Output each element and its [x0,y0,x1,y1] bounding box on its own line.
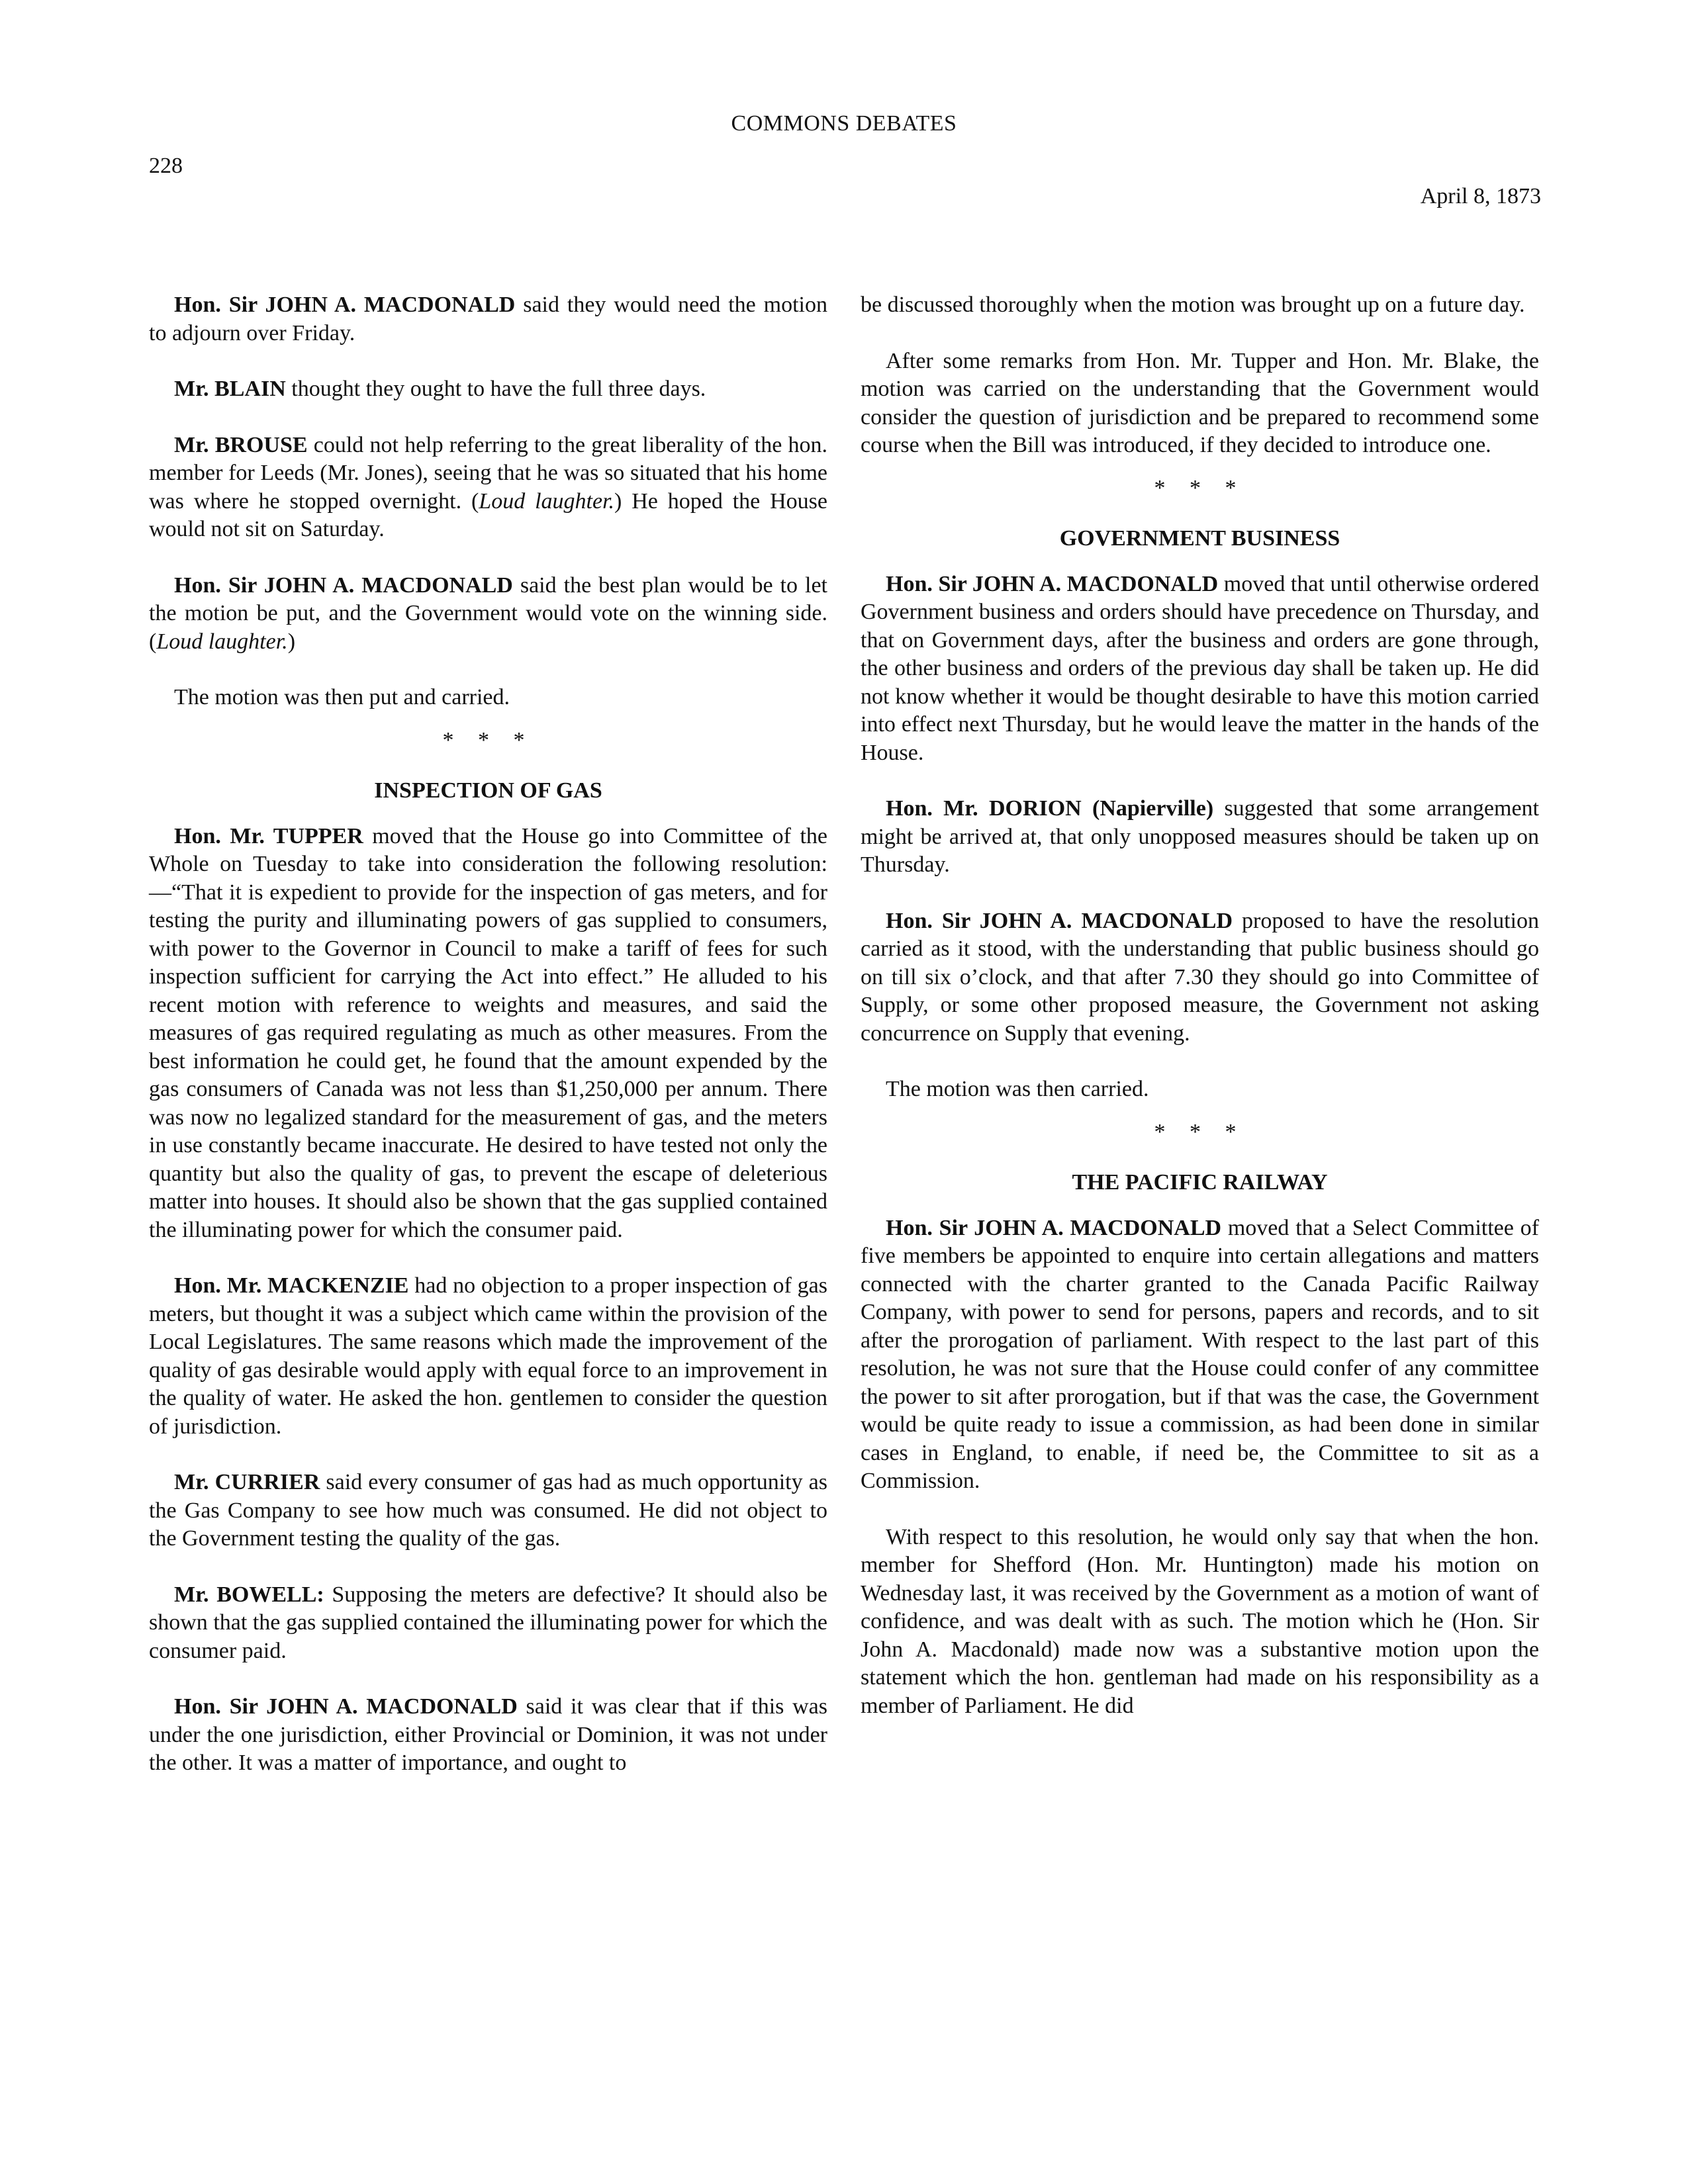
section-separator: * * * [442,727,534,752]
paragraph [149,1693,827,1778]
paragraph [861,291,1539,320]
paragraph [861,795,1539,880]
speech-text: be discussed thoroughly when the motion was brought up on a future day. [861,293,1525,317]
speech-text: moved that until otherwise ordered Government business and orders should have precedence on Thursday, and that on Government days, after the business and orders are gone through, the other business and orders of the previous day shall be taken up. He did not know whether it would be thought desirable to have this motion carried into effect next Thursday, but he would leave the matter in the hands of the House. [861,571,1539,765]
paragraph [149,1469,827,1553]
paragraph [149,684,827,712]
stage-direction: Loud laughter. [479,488,615,514]
page-number: 228 [149,154,183,178]
speaker-name: Mr. BOWELL: [174,1582,324,1607]
section-separator: * * * [1154,1119,1246,1144]
speech-text: could not help referring to the great liberality of the hon. member for Leeds (Mr. Jones), seeing that he was so situated that his home was where he stopped overnight. ( [149,432,827,514]
paragraph [149,432,827,544]
speech-text: proposed to have the resolution carried as it stood, with the understanding that public business should go on till six o’clock, and that after 7.30 they should go into Committee of Supply, or some other proposed measure, the Government not asking concurrence on Supply that evening. [861,908,1539,1046]
paragraph [149,375,827,404]
speaker-name: Hon. Mr. DORION (Napierville) [886,796,1214,821]
section-heading: INSPECTION OF GAS [374,778,602,803]
left-column [149,291,827,1805]
speaker-name: Hon. Sir JOHN A. MACDONALD [886,1215,1222,1240]
section-heading: THE PACIFIC RAILWAY [1072,1170,1328,1195]
speech-text: said it was clear that if this was under the one jurisdiction, either Provincial or Dominion, it was not under the other. It was a matter of importance, and ought to [149,1694,827,1775]
paragraph [861,1214,1539,1496]
speaker-name: Hon. Mr. MACKENZIE [174,1273,409,1298]
speech-text: Supposing the meters are defective? It should also be shown that the gas supplied contained the illuminating power for which the consumer paid. [149,1582,827,1663]
paragraph [149,572,827,657]
speech-text: said they would need the motion to adjourn over Friday. [149,293,827,345]
speaker-name: Hon. Sir JOHN A. MACDONALD [886,908,1233,933]
paragraph [149,1581,827,1666]
speaker-name: Hon. Sir JOHN A. MACDONALD [174,572,513,598]
speech-text: The motion was then put and carried. [174,685,510,709]
page-date: April 8, 1873 [1420,184,1541,208]
paragraph [861,1524,1539,1721]
speech-text: ) [287,629,296,654]
speech-text: moved that the House go into Committee of the Whole on Tuesday to take into consideration the following resolution:—“That it is expedient to provide for the inspection of gas meters, and for testing the purity and illuminating powers of gas supplied to consumers, with power to the Governor in Council to make a tariff of fees for such inspection sufficient for carrying the Act into effect.” He alluded to his recent motion with reference to weights and measures, and said the measures of gas required regulating as much as other measures. From the best information he could get, he found that the amount expended by the gas consumers of Canada was not less than $1,250,000 per annum. There was now no legalized standard for the measurement of gas, and the meters in use constantly became inaccurate. He desired to have tested not only the quantity but also the quality of gas, to prevent the escape of deleterious matter into houses. It should also be shown that the gas supplied contained the illuminating power for which the consumer paid. [149,823,827,1242]
speech-text: said the best plan would be to let the motion be put, and the Government would vote on the winning side. ( [149,572,827,654]
paragraph [861,570,1539,768]
paragraph [149,291,827,347]
paragraph [149,823,827,1245]
speech-text: With respect to this resolution, he would only say that when the hon. member for Shefford (Hon. Mr. Huntington) made his motion on Wednesday last, it was received by the Government as a motion of want of confidence, and was dealt with as such. The motion which he (Hon. Sir John A. Macdonald) made now was a substantive motion upon the statement which the hon. gentleman had made on his responsibility as a member of Parliament. He did [861,1524,1539,1718]
speech-text: The motion was then carried. [886,1077,1149,1101]
section-heading: GOVERNMENT BUSINESS [1059,526,1340,551]
section-separator: * * * [1154,475,1246,500]
paragraph [861,347,1539,460]
paragraph [861,1075,1539,1104]
paragraph [149,1272,827,1441]
speech-text: moved that a Select Committee of five members be appointed to enquire into certain allegations and matters connected with the charter granted to the Canada Pacific Railway Company, with power to send for persons, papers and records, and to sit after the prorogation of parliament. With respect to the last part of this resolution, he was not sure that the House could confer of any committee the power to sit after prorogation, but if that was the case, the Government would be quite ready to issue a commission, as had been done in similar cases in England, to enable, if need be, the Committee to sit as a Commission. [861,1215,1539,1493]
speech-text: suggested that some arrangement might be arrived at, that only unopposed measures should be taken up on Thursday. [861,796,1539,877]
speaker-name: Hon. Sir JOHN A. MACDONALD [174,293,516,317]
running-head: COMMONS DEBATES [731,111,957,136]
right-column [861,291,1539,1748]
speaker-name: Mr. CURRIER [174,1470,320,1494]
paragraph [861,907,1539,1048]
speaker-name: Hon. Sir JOHN A. MACDONALD [174,1694,518,1719]
stage-direction: Loud laughter. [156,629,288,654]
speaker-name: Hon. Mr. TUPPER [174,823,363,848]
speech-text: thought they ought to have the full three days. [285,377,706,401]
speaker-name: Hon. Sir JOHN A. MACDONALD [886,571,1219,596]
speaker-name: Mr. BLAIN [174,377,286,401]
speaker-name: Mr. BROUSE [174,432,308,457]
speech-text: After some remarks from Hon. Mr. Tupper and Hon. Mr. Blake, the motion was carried on the understanding that the Government would consider the question of jurisdiction and be prepared to recommend some course when the Bill was introduced, if they decided to introduce one. [861,348,1539,457]
speech-text: ) He hoped the House would not sit on Saturday. [149,488,827,541]
speech-text: had no objection to a proper inspection of gas meters, but thought it was a subject which came within the provision of the Local Legislatures. The same reasons which made the improvement of the quality of gas desirable would apply with equal force to an improvement in the quality of water. He asked the hon. gentlemen to consider the question of jurisdiction. [149,1273,827,1439]
speech-text: said every consumer of gas had as much opportunity as the Gas Company to see how much was consumed. He did not object to the Government testing the quality of the gas. [149,1470,827,1551]
